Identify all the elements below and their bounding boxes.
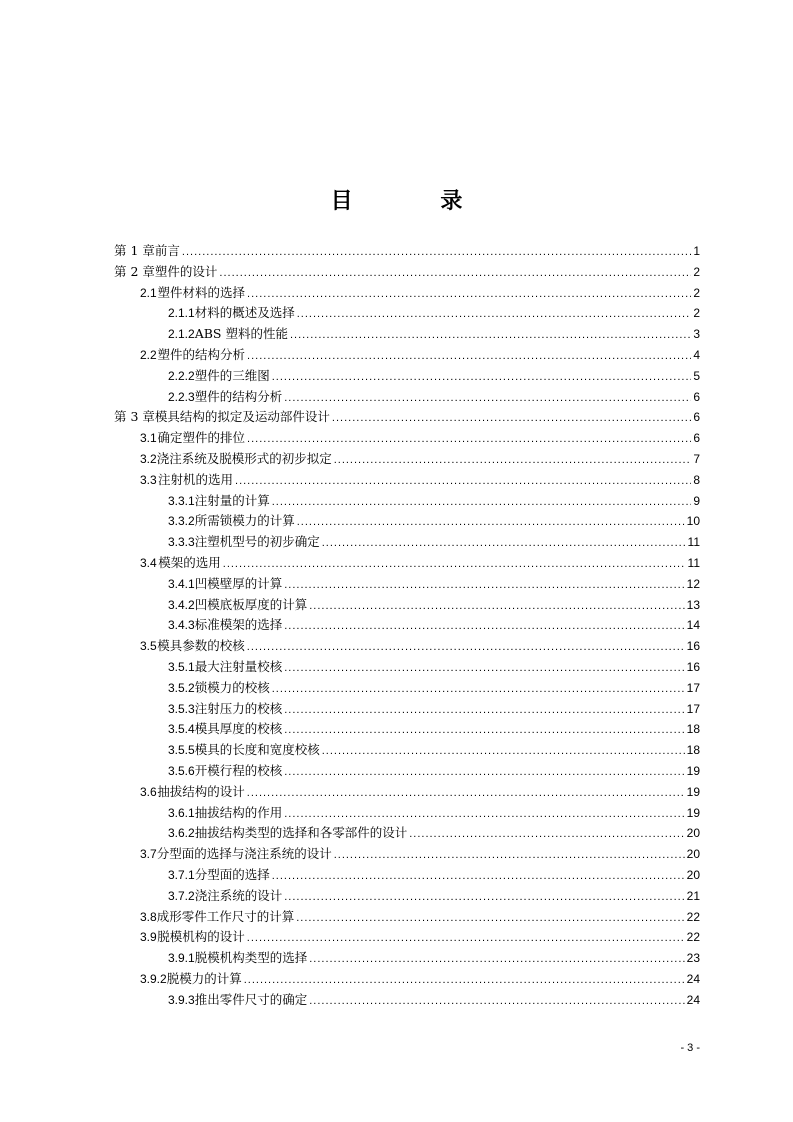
toc-entry-page: 23 xyxy=(686,951,700,966)
toc-entry-page: 9 xyxy=(693,493,700,508)
toc-entry-number: 3.9.3 xyxy=(168,992,195,1007)
toc-entry-title: 塑件的结构分析 xyxy=(157,346,246,362)
toc-dot-leader xyxy=(309,991,684,1012)
toc-entry[interactable] xyxy=(114,615,700,636)
toc-dot-leader xyxy=(322,741,685,762)
toc-entry[interactable] xyxy=(114,345,700,366)
toc-entry-page: 6 xyxy=(693,431,700,446)
toc-entry-title: 注射压力的校核 xyxy=(194,700,283,716)
toc-entry-page: 14 xyxy=(686,618,700,633)
toc-entry-title: 塑件的三维图 xyxy=(194,367,270,383)
toc-entry-number: 3.4.3 xyxy=(168,618,195,633)
toc-entry[interactable] xyxy=(114,553,700,574)
toc-entry[interactable] xyxy=(114,990,700,1011)
toc-entry[interactable] xyxy=(114,803,700,824)
toc-dot-leader xyxy=(272,866,685,887)
toc-entry-number: 3.3 xyxy=(140,472,157,487)
toc-entry[interactable] xyxy=(114,574,700,595)
toc-entry-page: 7 xyxy=(693,451,700,466)
toc-entry[interactable] xyxy=(114,886,700,907)
toc-entry[interactable] xyxy=(114,699,700,720)
toc-entry[interactable] xyxy=(114,595,700,616)
toc-entry-page: 18 xyxy=(686,743,700,758)
toc-entry-page: 4 xyxy=(693,347,700,362)
toc-entry-number: 3.5.5 xyxy=(168,743,195,758)
toc-entry-page: 10 xyxy=(686,514,700,529)
toc-entry-page: 19 xyxy=(686,763,700,778)
toc-entry-page: 20 xyxy=(686,826,700,841)
toc-entry-page: 18 xyxy=(686,722,700,737)
toc-entry-title: 最大注射量校核 xyxy=(194,658,283,674)
toc-entry-number: 3.6 xyxy=(140,784,157,799)
toc-entry[interactable] xyxy=(114,366,700,387)
toc-dot-leader xyxy=(296,908,684,929)
toc-entry[interactable] xyxy=(114,740,700,761)
toc-entry-number: 3.5.1 xyxy=(168,659,195,674)
toc-entry[interactable] xyxy=(114,823,700,844)
table-of-contents xyxy=(114,241,700,1010)
toc-dot-leader xyxy=(284,388,691,409)
toc-entry-page: 2 xyxy=(693,306,700,321)
toc-entry[interactable] xyxy=(114,491,700,512)
toc-entry-page: 6 xyxy=(693,410,700,425)
toc-entry-page: 24 xyxy=(686,992,700,1007)
toc-entry-title: 抽拔结构类型的选择和各零部件的设计 xyxy=(194,825,408,841)
toc-entry-title: 推出零件尺寸的确定 xyxy=(194,991,308,1007)
toc-entry-title: 抽拔结构的作用 xyxy=(194,804,283,820)
toc-entry-title: 注射机的选用 xyxy=(158,471,234,487)
toc-entry[interactable] xyxy=(114,719,700,740)
toc-dot-leader xyxy=(284,887,684,908)
toc-entry[interactable] xyxy=(114,927,700,948)
toc-entry-page: 20 xyxy=(686,847,700,862)
toc-entry-page: 24 xyxy=(686,971,700,986)
toc-dot-leader xyxy=(284,616,684,637)
toc-entry[interactable] xyxy=(114,657,700,678)
toc-dot-leader xyxy=(290,325,691,346)
toc-entry-title: 标准模架的选择 xyxy=(194,617,283,633)
toc-dot-leader xyxy=(322,533,686,554)
toc-entry-number: 3.5.4 xyxy=(168,722,195,737)
toc-entry-number: 3.5 xyxy=(140,639,157,654)
toc-dot-leader xyxy=(272,492,692,513)
toc-dot-leader xyxy=(332,408,691,429)
toc-entry-title: 注射量的计算 xyxy=(194,492,270,508)
toc-entry[interactable] xyxy=(114,782,700,803)
toc-entry-number: 3.2 xyxy=(140,451,157,466)
toc-entry-title: 模具参数的校核 xyxy=(157,638,245,654)
toc-dot-leader xyxy=(244,970,685,991)
toc-entry-title: 脱模机构类型的选择 xyxy=(194,950,308,966)
toc-entry-title: ABS 塑料的性能 xyxy=(194,326,288,342)
toc-dot-leader xyxy=(297,512,685,533)
toc-entry-page: 17 xyxy=(686,680,700,695)
toc-entry[interactable] xyxy=(114,324,700,345)
toc-entry[interactable] xyxy=(114,844,700,865)
toc-entry-page: 19 xyxy=(686,805,700,820)
toc-dot-leader xyxy=(272,679,685,700)
toc-entry-title: 分型面的选择与浇注系统的设计 xyxy=(156,846,332,862)
toc-entry[interactable] xyxy=(114,511,700,532)
toc-entry-title: 脱模机构的设计 xyxy=(157,929,245,945)
toc-dot-leader xyxy=(297,304,692,325)
toc-entry-title: 成形零件工作尺寸的计算 xyxy=(156,908,295,924)
toc-dot-leader xyxy=(247,783,685,804)
toc-entry-title: 分型面的选择 xyxy=(194,866,270,882)
toc-dot-leader xyxy=(247,928,685,949)
toc-entry-title: 抽拔结构的设计 xyxy=(157,783,245,799)
toc-entry-title: 锁模力的校核 xyxy=(194,679,270,695)
toc-entry-title: 塑件的结构分析 xyxy=(194,388,283,404)
toc-dot-leader xyxy=(284,575,684,596)
page-number: - 3 - xyxy=(680,1042,700,1054)
toc-entry[interactable] xyxy=(114,387,700,408)
toc-entry[interactable] xyxy=(114,407,700,428)
toc-entry-number: 第 3 章 xyxy=(114,409,155,425)
toc-entry-page: 2 xyxy=(693,264,700,279)
toc-dot-leader xyxy=(284,658,684,679)
toc-entry-title: 所需锁模力的计算 xyxy=(194,513,295,529)
toc-dot-leader xyxy=(309,596,684,617)
toc-dot-leader xyxy=(247,637,685,658)
toc-entry-page: 11 xyxy=(687,555,700,570)
toc-entry-title: 模具结构的拟定及运动部件设计 xyxy=(154,409,330,425)
toc-dot-leader xyxy=(247,429,691,450)
toc-entry[interactable] xyxy=(114,303,700,324)
toc-entry-number: 3.7 xyxy=(140,847,157,862)
toc-entry-title: 注塑机型号的初步确定 xyxy=(194,534,320,550)
toc-entry-title: 前言 xyxy=(154,243,180,258)
toc-entry-number: 3.3.1 xyxy=(168,493,195,508)
toc-entry-title: 开模行程的校核 xyxy=(194,762,283,778)
toc-entry[interactable] xyxy=(114,283,700,304)
toc-entry-title: 凹模壁厚的计算 xyxy=(194,575,283,591)
toc-entry[interactable] xyxy=(114,907,700,928)
toc-dot-leader xyxy=(284,762,684,783)
toc-entry-page: 6 xyxy=(693,389,700,404)
toc-entry-number: 3.5.2 xyxy=(168,680,195,695)
toc-entry[interactable] xyxy=(114,761,700,782)
toc-dot-leader xyxy=(235,471,691,492)
toc-entry-page: 5 xyxy=(693,368,700,383)
toc-entry-number: 3.6.1 xyxy=(168,805,195,820)
toc-entry[interactable] xyxy=(114,470,700,491)
toc-entry-page: 19 xyxy=(686,784,700,799)
toc-entry-page: 16 xyxy=(686,639,700,654)
toc-dot-leader xyxy=(284,700,684,721)
toc-entry-page: 8 xyxy=(693,472,700,487)
toc-entry-number: 3.7.2 xyxy=(168,888,195,903)
toc-entry-number: 3.1 xyxy=(140,431,157,446)
toc-entry-number: 3.4.2 xyxy=(168,597,195,612)
toc-entry-title: 凹模底板厚度的计算 xyxy=(194,596,308,612)
toc-entry[interactable] xyxy=(114,241,700,262)
toc-entry-number: 2.1 xyxy=(140,285,157,300)
toc-entry-number: 3.5.6 xyxy=(168,763,195,778)
toc-entry[interactable] xyxy=(114,678,700,699)
toc-entry-title: 确定塑件的排位 xyxy=(157,430,246,446)
toc-entry[interactable] xyxy=(114,532,700,553)
toc-entry-number: 3.9 xyxy=(140,930,157,945)
toc-entry-title: 塑件的设计 xyxy=(154,263,218,279)
toc-entry-number: 3.6.2 xyxy=(168,826,195,841)
toc-dot-leader xyxy=(223,554,686,575)
toc-entry-page: 21 xyxy=(686,888,700,903)
toc-entry-page: 17 xyxy=(686,701,700,716)
toc-entry[interactable] xyxy=(114,865,700,886)
toc-entry-page: 2 xyxy=(693,285,700,300)
toc-dot-leader xyxy=(409,824,684,845)
toc-dot-leader xyxy=(247,346,691,367)
toc-dot-leader xyxy=(334,450,692,471)
toc-entry-number: 第 2 章 xyxy=(114,263,155,279)
toc-entry-number: 2.2 xyxy=(140,347,157,362)
toc-entry-number: 3.9.2 xyxy=(140,971,167,986)
toc-entry-page: 16 xyxy=(686,659,700,674)
toc-entry-title: 模具的长度和宽度校核 xyxy=(194,742,320,758)
toc-entry[interactable] xyxy=(114,262,700,283)
toc-entry-number: 2.1.1 xyxy=(168,306,195,321)
toc-dot-leader xyxy=(284,804,684,825)
toc-dot-leader xyxy=(272,367,692,388)
toc-entry-page: 11 xyxy=(687,535,700,550)
toc-dot-leader xyxy=(334,845,685,866)
toc-entry-page: 20 xyxy=(686,867,700,882)
toc-entry-page: 22 xyxy=(686,930,700,945)
toc-entry-page: 13 xyxy=(686,597,700,612)
toc-entry-number: 第 1 章 xyxy=(114,243,155,258)
toc-entry-number: 3.8 xyxy=(140,909,157,924)
toc-dot-leader xyxy=(309,949,684,970)
toc-entry-title: 塑件材料的选择 xyxy=(157,284,246,300)
toc-entry-number: 3.7.1 xyxy=(168,867,195,882)
toc-entry-number: 3.4.1 xyxy=(168,576,195,591)
toc-entry-title: 模具厚度的校核 xyxy=(194,721,283,737)
toc-entry-number: 3.3.3 xyxy=(168,535,195,550)
toc-dot-leader xyxy=(247,284,691,305)
toc-entry-page: 3 xyxy=(693,327,700,342)
toc-entry-number: 3.9.1 xyxy=(168,951,195,966)
toc-entry[interactable] xyxy=(114,636,700,657)
toc-entry-number: 2.2.3 xyxy=(168,389,195,404)
toc-entry-number: 3.3.2 xyxy=(168,514,195,529)
toc-entry-page: 12 xyxy=(686,576,700,591)
toc-entry-title: 材料的概述及选择 xyxy=(194,305,295,321)
toc-entry[interactable] xyxy=(114,449,700,470)
toc-title: 目 录 xyxy=(330,188,503,214)
toc-entry-title: 浇注系统的设计 xyxy=(194,887,283,903)
toc-entry[interactable] xyxy=(114,948,700,969)
toc-dot-leader xyxy=(219,263,691,284)
toc-entry-title: 模架的选用 xyxy=(158,554,221,570)
toc-entry[interactable] xyxy=(114,969,700,990)
toc-entry-number: 3.5.3 xyxy=(168,701,195,716)
toc-entry-title: 浇注系统及脱模形式的初步拟定 xyxy=(156,450,332,466)
toc-entry-number: 3.4 xyxy=(140,555,157,570)
toc-entry-number: 2.2.2 xyxy=(168,368,195,383)
toc-dot-leader xyxy=(182,242,691,263)
toc-entry-title: 脱模力的计算 xyxy=(166,970,242,986)
toc-dot-leader xyxy=(284,720,684,741)
toc-entry-page: 1 xyxy=(693,244,700,258)
toc-entry[interactable] xyxy=(114,428,700,449)
toc-entry-number: 2.1.2 xyxy=(168,327,195,342)
toc-entry-page: 22 xyxy=(686,909,700,924)
